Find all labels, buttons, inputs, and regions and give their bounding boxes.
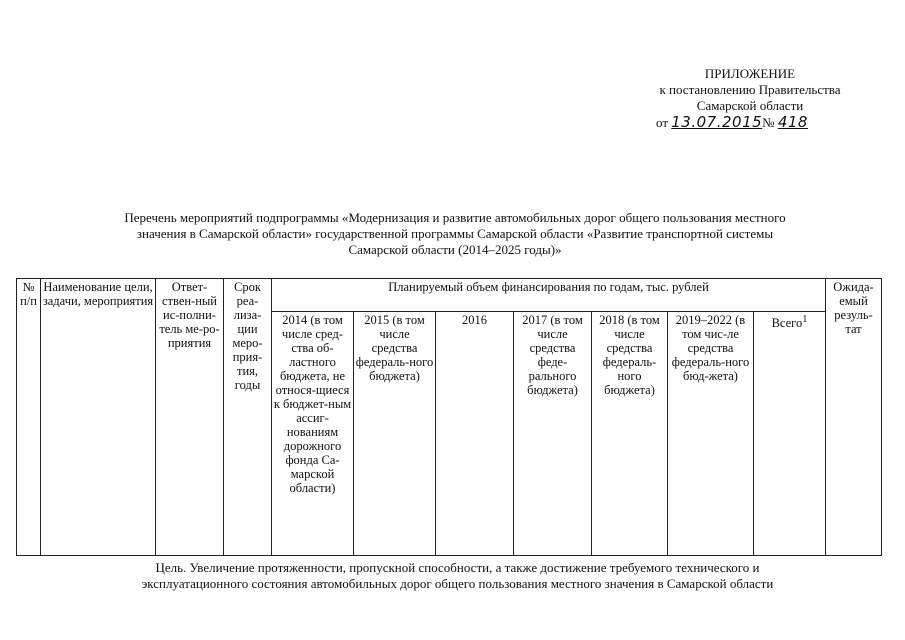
handwritten-number: 418	[777, 113, 808, 131]
year-2014-header: 2014 (в том числе сред-ства об-ластного бюджета, не относя-щиеся к бюджет-ным ассиг-нованиям дорожного фонда Са-марской области)	[272, 312, 354, 556]
col-name-header: Наименование цели, задачи, мероприятия	[41, 279, 156, 556]
document-title	[20, 210, 890, 258]
total-header	[754, 312, 826, 556]
year-2018-header: 2018 (в том числе средства федераль-ного бюджета)	[592, 312, 668, 556]
col-funding-header: Планируемый объем финансирования по годам, тыс. рублей	[272, 279, 826, 312]
appendix-line-3: Самарской области	[696, 98, 804, 113]
appendix-date-line	[600, 114, 900, 131]
col-result-header: Ожида-емый резуль-тат	[826, 279, 882, 556]
year-2017-header: 2017 (в том числе средства феде-рального бюджета)	[514, 312, 592, 556]
handwritten-date: 13.07.2015	[671, 113, 763, 131]
col-executor-header: Ответ-ствен-ный ис-полни-тель ме-ро-приятия	[156, 279, 224, 556]
total-footnote-mark: 1	[802, 314, 808, 325]
goal-statement	[20, 560, 895, 592]
title-line-1: Перечень мероприятий подпрограммы «Модернизация и развитие автомобильных дорог общего пользования местного	[124, 210, 786, 225]
year-2015-header: 2015 (в том числе средства федераль-ного бюджета)	[354, 312, 436, 556]
appendix-line-2: к постановлению Правительства	[659, 82, 841, 97]
year-2019-2022-header: 2019–2022 (в том чис-ле средства федераль-ного бюд-жета)	[668, 312, 754, 556]
from-label: от	[656, 115, 669, 130]
title-line-2: значения в Самарской области» государственной программы Самарской области «Развитие транспортной системы	[136, 226, 774, 241]
total-label: Всего	[771, 316, 803, 331]
appendix-header	[600, 66, 900, 131]
number-label: №	[762, 115, 775, 130]
goal-line-2: эксплуатационного состояния автомобильных дорог общего пользования местного значения в Самарской области	[141, 576, 774, 591]
title-line-3: Самарской области (2014–2025 годы)»	[348, 242, 562, 257]
appendix-title: ПРИЛОЖЕНИЕ	[704, 66, 796, 81]
col-term-header: Срок реа-лиза-ции меро-прия-тия, годы	[224, 279, 272, 556]
col-number-header: № п/п	[17, 279, 41, 556]
header-row-1	[17, 279, 882, 312]
measures-table	[16, 278, 882, 556]
goal-line-1: Цель. Увеличение протяженности, пропускной способности, а также достижение требуемого технического и	[155, 560, 760, 575]
year-2016-header: 2016	[436, 312, 514, 556]
